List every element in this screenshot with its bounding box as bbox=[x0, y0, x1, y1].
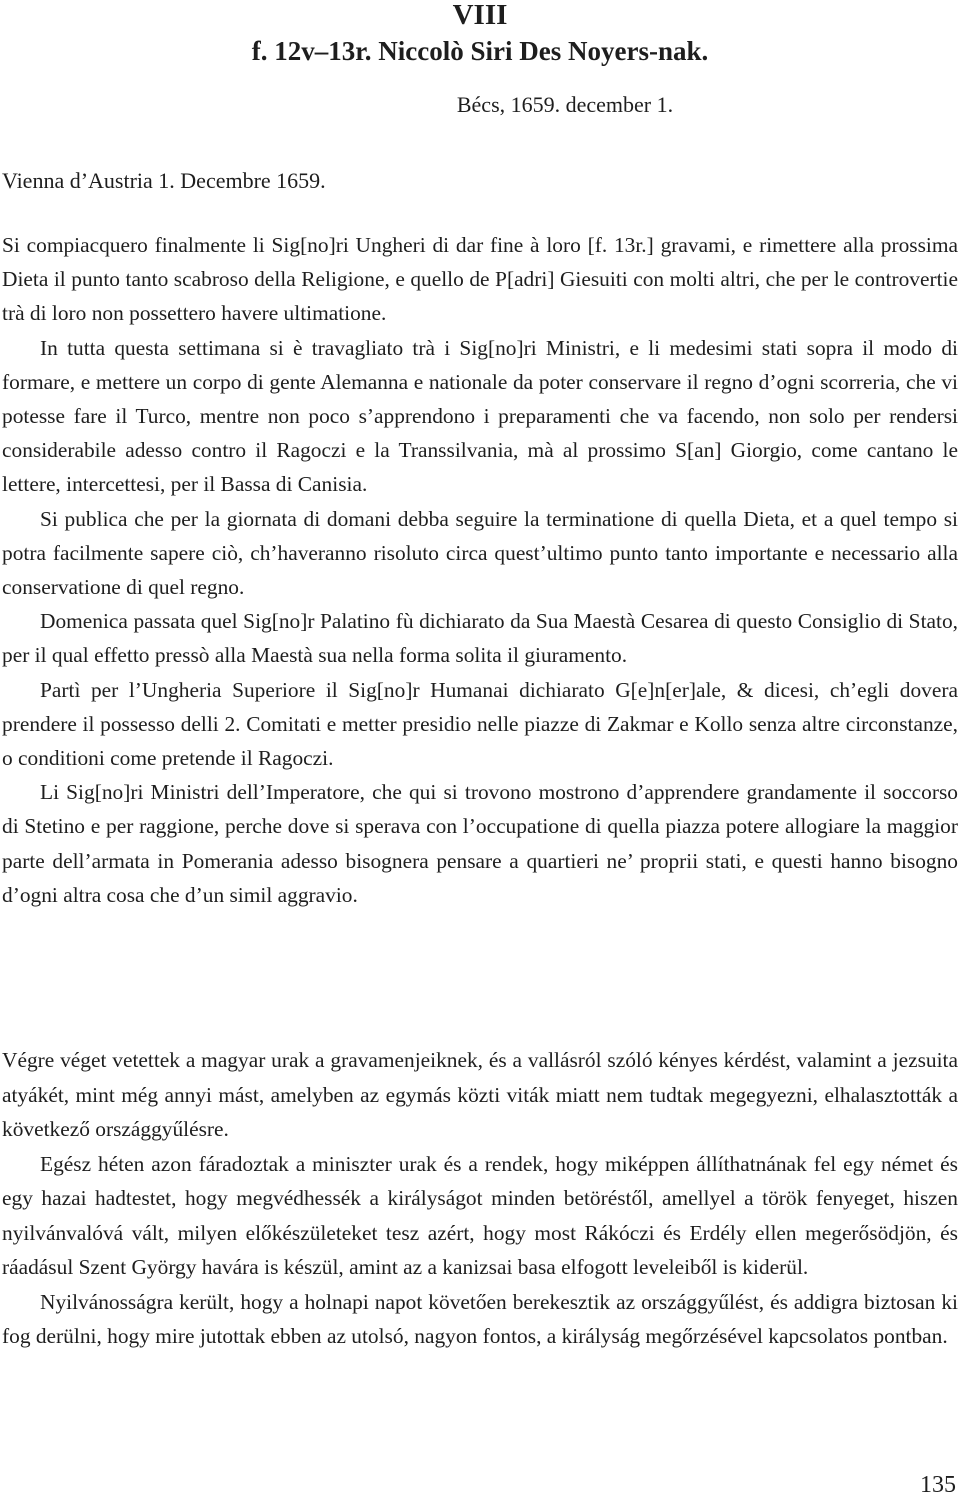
italian-paragraph: Partì per l’Ungheria Superiore il Sig[no]r Humanai dichiarato G[e]n[er]ale, & dicesi, ch’egli dovera prendere il possesso delli 2. Comitati e metter presidio nelle piazze di Zakmar e Kollo senza altre circonstanze, o conditioni come pretende il Ragoczi. bbox=[2, 677, 958, 771]
original-dateline: Vienna d’Austria 1. Decembre 1659. bbox=[2, 168, 326, 193]
place-date-text: Bécs, 1659. december 1. bbox=[456, 92, 674, 117]
place-date bbox=[0, 90, 960, 120]
document-title: f. 12v–13r. Niccolò Siri Des Noyers-nak. bbox=[251, 36, 709, 66]
italian-text bbox=[2, 228, 958, 912]
hungarian-translation bbox=[2, 1043, 958, 1354]
italian-paragraph: Si publica che per la giornata di domani debba seguire la terminatione di quella Dieta, et a quel tempo si potra facilmente sapere ciò, ch’haveranno risoluto circa quest’ultimo punto tanto importante e necessario alla conservatione di quel regno. bbox=[2, 506, 958, 600]
document-number: VIII bbox=[452, 0, 508, 31]
hungarian-paragraph: Végre véget vetettek a magyar urak a gravamenjeiknek, és a vallásról szóló kényes kérdést, valamint a jezsuita atyákét, mint még annyi mást, amelyben az egymás közti viták miatt nem tudtak megegyezni, elhalasztották a következő országgyűlésre. bbox=[2, 1048, 958, 1141]
hungarian-paragraph: Nyilvánosságra került, hogy a holnapi napot követően berekesztik az országgyűlést, és addigra biztosan ki fog derülni, hogy mire jutottak ebben az utolsó, nagyon fontos, a királyság megőrzésével kapcsolatos pontban. bbox=[2, 1289, 958, 1348]
italian-paragraph: Li Sig[no]ri Ministri dell’Imperatore, che qui si trovono mostrono d’apprendere grandamente il soccorso di Stetino e per raggione, perche dove si sperava con l’occupatione di quella piazza potere allogiare la maggior parte dell’armata in Pomerania adesso bisognera pensare a quartieri ne’ proprii stati, e questi hanno bisogno d’ogni altra cosa che d’un simil aggravio. bbox=[2, 780, 958, 907]
italian-paragraph: In tutta questa settimana si è travagliato trà i Sig[no]ri Ministri, e li medesimi stati sopra il modo di formare, e mettere un corpo di gente Alemanna e nationale da poter conservare il regno d’ogni scorreria, che vi potesse fare il Turco, mentre non poco s’apprendono i preparamenti che va facendo, non solo per rendersi considerabile adesso contro il Ragoczi e la Transsilvania, mà al prossimo S[an] Giorgio, come cantano le lettere, intercettesi, per il Bassa di Canisia. bbox=[2, 335, 958, 497]
italian-paragraph: Si compiacquero finalmente li Sig[no]ri Ungheri di dar fine à loro [f. 13r.] gravami, e rimettere alla prossima Dieta il punto tanto scabroso della Religione, e quello de P[adri] Giesuiti con molti altri, che per le controvertie trà di loro non possettero havere ultimatione. bbox=[2, 233, 958, 326]
hungarian-paragraph: Egész héten azon fáradoztak a miniszter urak és a rendek, hogy miképpen állíthatnának fel egy német és egy hazai hadtestet, hogy megvédhessék a királyságot minden betöréstől, amellyel a török fenyeget, hiszen nyilvánvalóvá vált, milyen előkészületeket tesz azért, hogy most Rákóczi és Erdély ellen megerősödjön, és ráadásul Szent György havára is készül, amint az a kanizsai basa elfogott leveleiből is kiderül. bbox=[2, 1151, 958, 1279]
italian-paragraph: Domenica passata quel Sig[no]r Palatino fù dichiarato da Sua Maestà Cesarea di questo Consiglio di Stato, per il qual effetto pressò alla Maestà sua nella forma solita il giuramento. bbox=[2, 609, 958, 668]
page-number: 135 bbox=[920, 1472, 956, 1498]
